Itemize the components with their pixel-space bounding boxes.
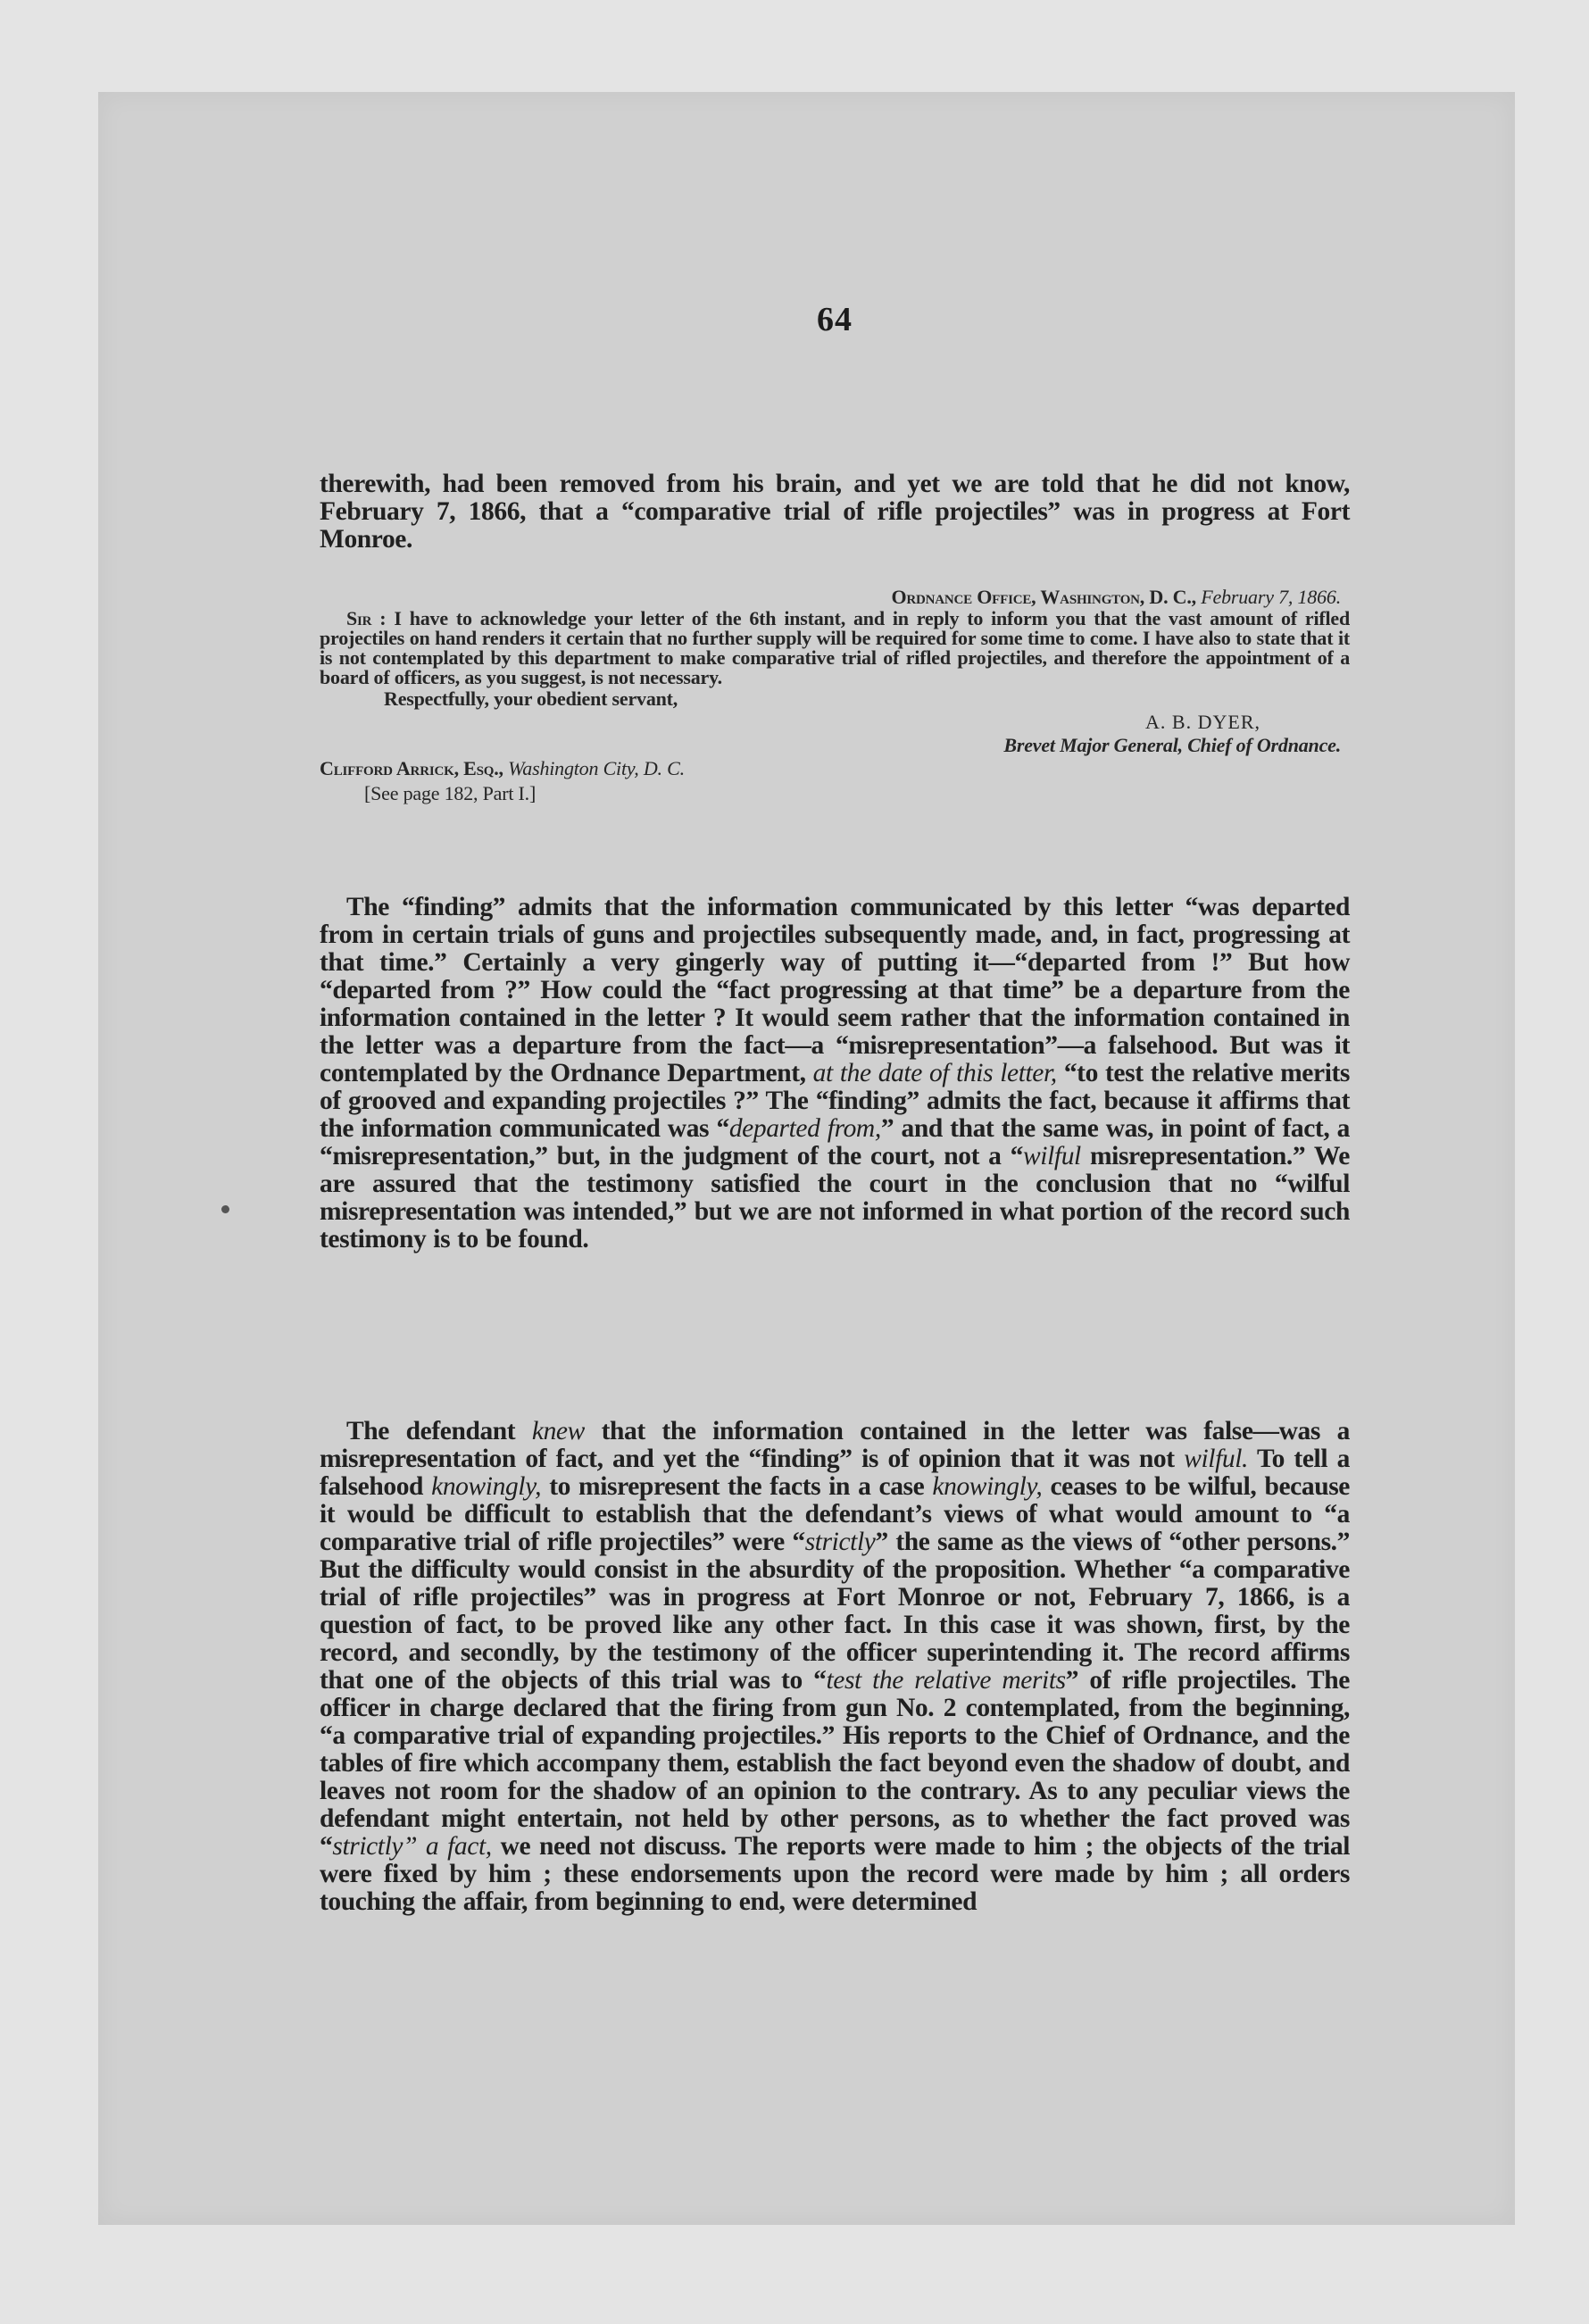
dateline-office: Ordnance Office, Washington, D. C., <box>891 586 1196 608</box>
opening-paragraph: therewith, had been removed from his brain, and yet we are told that he did not know, February 7, 1866, that a “comparative trial of rifle projectiles” was in progress at Fort Monroe. <box>320 470 1350 554</box>
letter-body-text: I have to acknowledge your letter of the 6th instant, and in reply to inform you that the vast amount of rifled projectiles on hand renders it certain that no further supply will be required for some time to come. I have also to state that it is not contemplated by this department to make comparative trial of rifled projectiles, and therefore the appointment of a board of officers, as you suggest, is not necessary. <box>320 607 1350 688</box>
letter-body <box>320 609 1350 687</box>
letter-signer-title: Brevet Major General, Chief of Ordnance. <box>1003 734 1341 756</box>
italic-run: knowingly, <box>932 1472 1043 1501</box>
paragraph-defendant <box>320 1418 1350 1916</box>
letter-addressee <box>320 759 1350 779</box>
letter-salutation: Sir : <box>346 607 387 629</box>
italic-run: knowingly, <box>431 1472 542 1501</box>
italic-run: knew <box>531 1417 585 1445</box>
text-run: ” and that the same was, in point of fact, a “misrepresentation,” but, in the judgment of the court, not a “ <box>320 1114 1350 1170</box>
text-run: “to test the relative merits of grooved and expanding projectiles ?” The “finding” admits the fact, because it affirms that the information communicated was “ <box>320 1059 1350 1143</box>
text-run: ” the same as the views of “other persons.” But the difficulty would consist in the absurdity of the proposition. Whether “a comparative trial of rifle projectiles” was in progress at Fort Monroe or not, February 7, 1866, is a question of fact, to be proved like any other fact. In this case it was shown, first, by the record, and secondly, by the testimony of the officer superintending it. The record affirms that one of the objects of this trial was to “ <box>320 1528 1350 1695</box>
addressee-name: Clifford Arrick, Esq., <box>320 757 503 779</box>
text-run: misrepresentation.” We are assured that the testimony satisfied the court in the conclusion that no “wilful misrepresentation was intended,” but we are not informed in what portion of the record such testimony is to be found. <box>320 1142 1351 1254</box>
quoted-letter <box>320 587 1350 804</box>
letter-signer: A. B. DYER, <box>1145 711 1260 733</box>
italic-run: at the date of this letter, <box>812 1059 1057 1087</box>
scanned-page <box>98 92 1515 2225</box>
italic-run: wilful <box>1023 1142 1081 1170</box>
letter-closing: Respectfully, your obedient servant, <box>384 687 678 710</box>
text-run: to misrepresent the facts in a case <box>549 1472 925 1501</box>
letter-dateline <box>320 587 1350 607</box>
text-run: we need not discuss. The reports were made to him ; the objects of the trial were fixed by him ; these endorsements upon the record were made by him ; all orders touching the affair, from beginning to end, were determined <box>320 1832 1351 1916</box>
text-run: that the information contained in the letter was false—was a misrepresentation of fact, and yet the “finding” is of opinion that it was not <box>320 1417 1350 1473</box>
italic-run: test the relative merits <box>826 1666 1066 1695</box>
page-reference: [See page 182, Part I.] <box>364 782 537 804</box>
italic-run: departed from, <box>728 1114 881 1143</box>
paragraph-finding <box>320 894 1350 1254</box>
text-run: ” of rifle projectiles. The officer in charge declared that the firing from gun No. 2 contemplated, from the beginning, “a comparative trial of expanding projectiles.” His reports to the Chief of Ordnance, and the tables of fire which accompany them, establish the fact beyond even the shadow of doubt, and leaves not room for the shadow of an opinion to the contrary. As to any peculiar views the defendant might entertain, not held by other persons, as to whether the fact proved was “ <box>320 1666 1351 1861</box>
addressee-place: Washington City, D. C. <box>508 757 685 779</box>
margin-mark <box>221 1205 229 1213</box>
dateline-date: February 7, 1866. <box>1201 586 1341 608</box>
italic-run: strictly” a fact, <box>332 1832 492 1861</box>
text-run: The “finding” admits that the information communicated by this letter “was departed from in certain trials of guns and projectiles subsequently made, and, in fact, progressing at that time.” Certainly a very gingerly way of putting it—“departed from !” But how “departed from ?” How could the “fact progressing at that time” be a departure from the information contained in the letter ? It would seem rather that the information contained in the letter was a departure from the fact—a “misrepresentation”—a falsehood. But was it contemplated by the Ordnance Department, <box>320 893 1350 1087</box>
page-number: 64 <box>817 301 853 338</box>
text-run: The defendant <box>346 1417 516 1445</box>
italic-run: strictly <box>804 1528 876 1556</box>
text-run: ceases to be wilful, because it would be difficult to establish that the defendant’s views of what would amount to “a comparative trial of rifle projectiles” were “ <box>320 1472 1350 1556</box>
italic-run: wilful. <box>1184 1445 1249 1473</box>
text-run: To tell a falsehood <box>320 1445 1350 1501</box>
